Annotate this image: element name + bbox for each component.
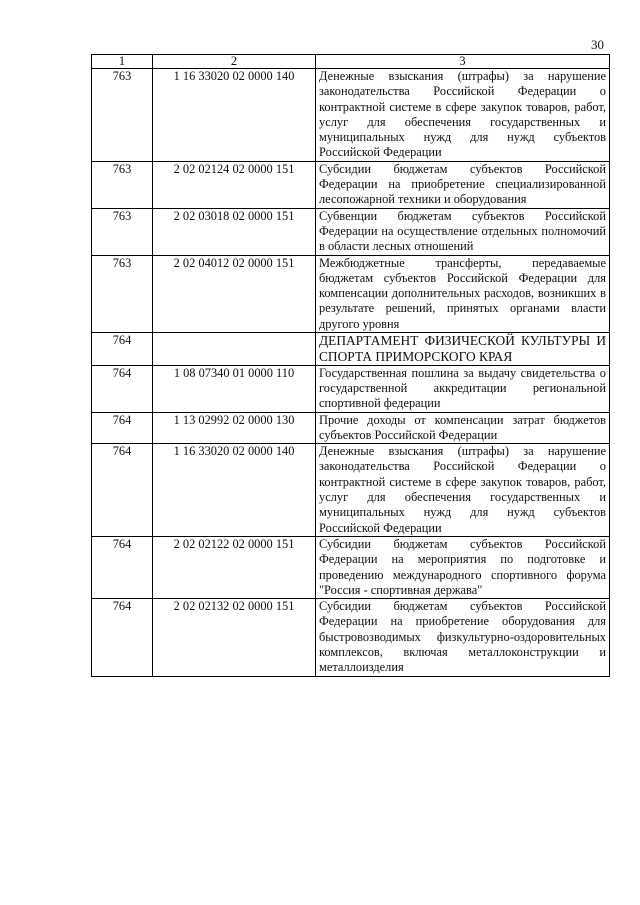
- department-heading-cell: ДЕПАРТАМЕНТ ФИЗИЧЕСКОЙ КУЛЬТУРЫ И СПОРТА ПРИМОРСКОГО КРАЯ: [316, 333, 610, 366]
- description-cell: Субвенции бюджетам субъектов Российской Федерации на осуществление отдельных полномочий в области лесных отношений: [316, 208, 610, 255]
- table-row: [92, 599, 610, 676]
- description-cell: Денежные взыскания (штрафы) за нарушение законодательства Российской Федерации о контрактной системе в сфере закупок товаров, работ, услуг для обеспечения государственных и муниципальных нужд для нужд субъектов Российской Федерации: [316, 444, 610, 537]
- admin-code-cell: 763: [92, 69, 153, 162]
- budget-classification-table: [91, 54, 610, 677]
- table-row-department-heading: [92, 333, 610, 366]
- admin-code-cell: 764: [92, 536, 153, 598]
- table-row: [92, 444, 610, 537]
- page-number: 30: [591, 37, 604, 52]
- revenue-code-cell: [153, 333, 316, 366]
- revenue-code-cell: 2 02 02124 02 0000 151: [153, 161, 316, 208]
- table-row: [92, 536, 610, 598]
- table-row: [92, 69, 610, 162]
- revenue-code-cell: 2 02 02132 02 0000 151: [153, 599, 316, 676]
- description-cell: Субсидии бюджетам субъектов Российской Федерации на мероприятия по подготовке и проведению международного спортивного форума "Россия - спортивная держава": [316, 536, 610, 598]
- table-row: [92, 412, 610, 444]
- description-cell: Государственная пошлина за выдачу свидетельства о государственной аккредитации региональной спортивной федерации: [316, 365, 610, 412]
- admin-code-cell: 764: [92, 412, 153, 444]
- admin-code-cell: 764: [92, 365, 153, 412]
- admin-code-cell: 764: [92, 333, 153, 366]
- description-cell: Денежные взыскания (штрафы) за нарушение законодательства Российской Федерации о контрактной системе в сфере закупок товаров, работ, услуг для обеспечения государственных и муниципальных нужд для нужд субъектов Российской Федерации: [316, 69, 610, 162]
- table-row: [92, 365, 610, 412]
- table-row: [92, 161, 610, 208]
- description-cell: Субсидии бюджетам субъектов Российской Федерации на приобретение оборудования для быстровозводимых физкультурно-оздоровительных комплексов, включая металлоконструкции и металлоизделия: [316, 599, 610, 676]
- admin-code-cell: 763: [92, 208, 153, 255]
- column-header-3: 3: [316, 55, 610, 69]
- revenue-code-cell: 2 02 02122 02 0000 151: [153, 536, 316, 598]
- admin-code-cell: 763: [92, 161, 153, 208]
- admin-code-cell: 763: [92, 255, 153, 332]
- column-header-1: 1: [92, 55, 153, 69]
- table-row: [92, 255, 610, 332]
- table-row: [92, 208, 610, 255]
- column-header-2: 2: [153, 55, 316, 69]
- description-cell: Межбюджетные трансферты, передаваемые бюджетам субъектов Российской Федерации для компенсации дополнительных расходов, возникших в результате решений, принятых органами власти другого уровня: [316, 255, 610, 332]
- admin-code-cell: 764: [92, 444, 153, 537]
- description-cell: Субсидии бюджетам субъектов Российской Федерации на приобретение специализированной лесопожарной техники и оборудования: [316, 161, 610, 208]
- revenue-code-cell: 1 16 33020 02 0000 140: [153, 444, 316, 537]
- revenue-code-cell: 1 08 07340 01 0000 110: [153, 365, 316, 412]
- table-header-row: [92, 55, 610, 69]
- revenue-code-cell: 1 13 02992 02 0000 130: [153, 412, 316, 444]
- admin-code-cell: 764: [92, 599, 153, 676]
- revenue-code-cell: 2 02 04012 02 0000 151: [153, 255, 316, 332]
- description-cell: Прочие доходы от компенсации затрат бюджетов субъектов Российской Федерации: [316, 412, 610, 444]
- revenue-code-cell: 2 02 03018 02 0000 151: [153, 208, 316, 255]
- revenue-code-cell: 1 16 33020 02 0000 140: [153, 69, 316, 162]
